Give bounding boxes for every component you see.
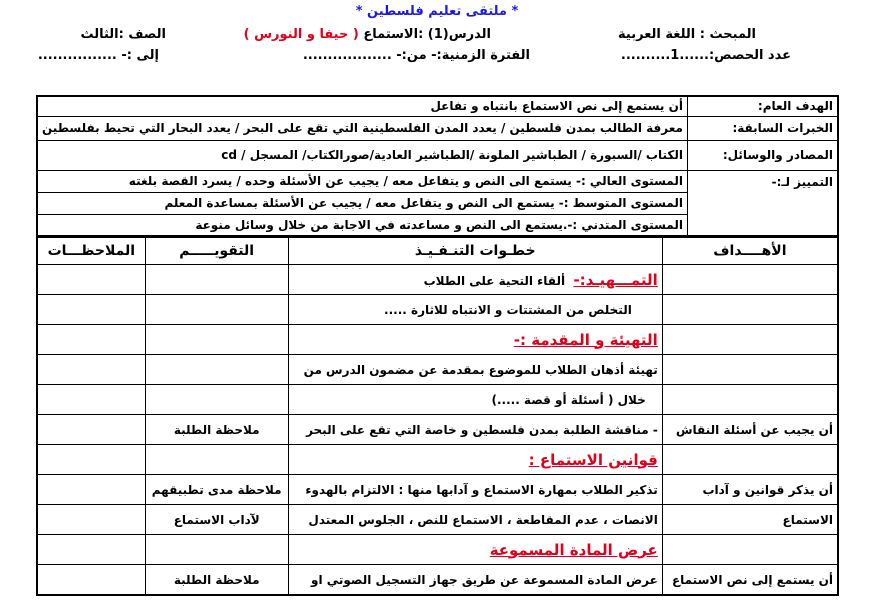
- table-cell: [37, 565, 145, 596]
- table-cell: [662, 295, 838, 325]
- rules-row: [288, 445, 662, 475]
- rules-title: قوانين الاستماع :: [528, 450, 658, 469]
- table-cell: [662, 535, 838, 565]
- discussion-goal: أن يجيب عن أسئلة النقاش: [662, 415, 838, 445]
- table-cell: [662, 385, 838, 415]
- table-cell: [37, 505, 145, 535]
- present-title: عرض المادة المسموعة: [489, 540, 658, 559]
- table-cell: [145, 295, 288, 325]
- intro-row: [288, 265, 662, 295]
- prior-knowledge-label: الخبرات السابقة:: [687, 116, 838, 140]
- table-cell: [37, 325, 145, 355]
- intro-text-2: التخلص من المشتتات و الانتباه للاثارة .....: [288, 295, 662, 325]
- discussion-step: - مناقشة الطلبة بمدن فلسطين و خاصة التي تقع على البحر: [288, 415, 662, 445]
- lesson-plan-table: [36, 236, 839, 596]
- table-cell: [37, 535, 145, 565]
- table-cell: [145, 355, 288, 385]
- prep-row: [288, 325, 662, 355]
- rules-eval-2: لآداب الاستماع: [145, 505, 288, 535]
- level-mid: المستوى المتوسط :- يستمع الى النص و يتفاعل معه / يجيب عن الأسئلة بمساعدة المعلم: [37, 192, 687, 214]
- prior-knowledge-value: معرفة الطالب بمدن فلسطين / يعدد المدن الفلسطينية التي تقع على البحر / يعدد البحار التي تحيط بفلسطين: [37, 116, 687, 140]
- level-low: المستوى المتدني :-.يستمع الى النص و مساعدته في الاجابة من خلال وسائل منوعة: [37, 214, 687, 236]
- general-goal-value: أن يستمع إلى نص الاستماع بانتباه و تفاعل: [37, 96, 687, 116]
- grade-label: الصف :الثالث: [80, 27, 166, 42]
- prep-text-1: تهيئة أذهان الطلاب للموضوع بمقدمة عن مضمون الدرس من: [288, 355, 662, 385]
- table-cell: [37, 445, 145, 475]
- table-cell: [662, 445, 838, 475]
- prep-text-2: خلال ( أسئلة أو قصة .....): [288, 385, 662, 415]
- present-goal: أن يستمع إلى نص الاستماع: [662, 565, 838, 596]
- level-high: المستوى العالي :- يستمع الى النص و يتفاعل معه / يجيب عن الأسئلة وحده / يسرد القصة بلغته: [37, 170, 687, 192]
- eval-header: التقويـــــم: [145, 237, 288, 265]
- notes-header: الملاحظـــات: [37, 237, 145, 265]
- intro-title: التمـــهيـد:-: [573, 270, 658, 289]
- present-step: عرض المادة المسموعة عن طريق جهاز التسجيل الصوتي او: [288, 565, 662, 596]
- table-cell: [37, 415, 145, 445]
- resources-value: الكتاب /السبورة / الطباشير الملونة /الطباشير العادية/صورالكتاب/ المسجل / cd: [37, 140, 687, 170]
- rules-step-1: تذكير الطلاب بمهارة الاستماع و آدابها منها : الالتزام بالهدوء: [288, 475, 662, 505]
- lesson-name: ( حيفا و النورس ): [243, 27, 359, 42]
- table-cell: [37, 265, 145, 295]
- periods-label: عدد الحصص:......1..........: [620, 48, 791, 63]
- steps-header: خطـوات التنـفـيـذ: [288, 237, 662, 265]
- table-cell: [662, 325, 838, 355]
- table-cell: [662, 355, 838, 385]
- intro-text-1: ألقاء التحية على الطلاب: [423, 273, 566, 288]
- resources-label: المصادر والوسائل:: [687, 140, 838, 170]
- table-cell: [662, 265, 838, 295]
- goals-header: الأهــــداف: [662, 237, 838, 265]
- present-row: [288, 535, 662, 565]
- general-goal-label: الهدف العام:: [687, 96, 838, 116]
- present-eval: ملاحظة الطلبة: [145, 565, 288, 596]
- table-cell: [37, 385, 145, 415]
- rules-goal-2: الاستماع: [662, 505, 838, 535]
- table-cell: [145, 445, 288, 475]
- table-cell: [37, 355, 145, 385]
- lesson-info-table: [36, 95, 839, 237]
- rules-eval-1: ملاحظة مدى تطبيقهم: [145, 475, 288, 505]
- table-cell: [145, 265, 288, 295]
- table-cell: [145, 385, 288, 415]
- page-title: * ملتقى تعليم فلسطين *: [355, 4, 519, 19]
- subject-label: المبحث : اللغة العربية: [618, 27, 756, 42]
- table-cell: [37, 295, 145, 325]
- rules-step-2: الانصات ، عدم المقاطعة ، الاستماع للنص ، الجلوس المعتدل: [288, 505, 662, 535]
- rules-goal-1: أن يذكر قوانين و آداب: [662, 475, 838, 505]
- time-period-label: الفترة الزمنية:- من:- ..................: [302, 48, 530, 63]
- lesson-prefix: الدرس(1) :الاستماع: [363, 27, 491, 42]
- table-cell: [145, 535, 288, 565]
- to-label: إلى :- ................: [37, 48, 159, 63]
- differentiation-label: التمييز لـ:-: [687, 170, 838, 236]
- discussion-eval: ملاحظة الطلبة: [145, 415, 288, 445]
- lesson-label: [244, 27, 491, 42]
- prep-title: التهيئة و المقدمة :-: [513, 330, 658, 349]
- table-cell: [145, 325, 288, 355]
- table-cell: [37, 475, 145, 505]
